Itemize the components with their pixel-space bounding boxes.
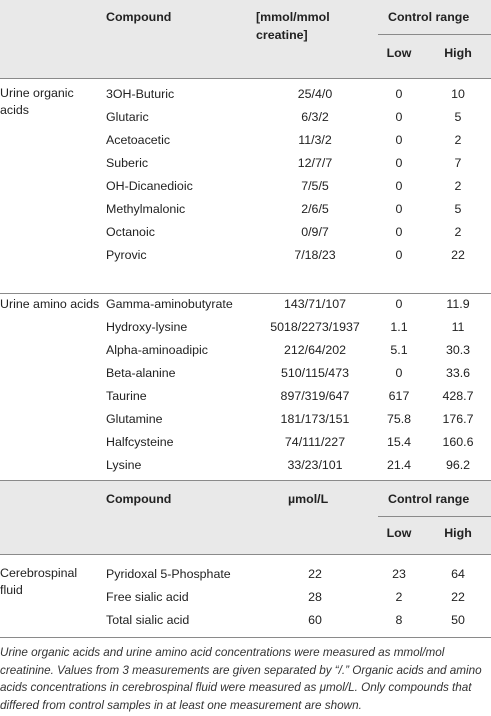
measured-value: 143/71/107: [283, 297, 346, 311]
control-high: 2: [454, 179, 462, 193]
header-unit-line2: creatine]: [256, 28, 308, 42]
measured-value: 2/6/5: [301, 202, 329, 216]
header-control-range: Control range: [388, 10, 470, 24]
table-subheader: [0, 481, 491, 554]
header-unit: µmol/L: [288, 492, 329, 506]
header-high: High: [444, 526, 472, 540]
compound-name: Alpha-aminoadipic: [106, 343, 208, 357]
compound-name: Glutaric: [106, 110, 149, 124]
control-high: 11: [451, 320, 465, 334]
header-low: Low: [386, 46, 412, 60]
compound-name: Gamma-aminobutyrate: [106, 297, 233, 311]
header-compound: Compound: [106, 492, 172, 506]
measured-value: 5018/2273/1937: [270, 320, 360, 334]
control-high: 5: [454, 202, 462, 216]
control-low: 0: [395, 133, 403, 147]
control-low: 2: [395, 590, 403, 604]
control-low: 0: [395, 110, 403, 124]
header-compound: Compound: [106, 10, 172, 24]
control-low: 5.1: [390, 343, 408, 357]
control-low: 0: [395, 202, 403, 216]
compound-name: Glutamine: [106, 412, 163, 426]
group-urine-amino-acids: [0, 294, 491, 476]
measured-value: 12/7/7: [297, 156, 333, 170]
compound-name: Halfcysteine: [106, 435, 174, 449]
control-low: 0: [395, 225, 403, 239]
measured-value: 22: [308, 567, 322, 581]
control-low: 1.1: [390, 320, 408, 334]
control-low: 0: [395, 366, 403, 380]
control-high: 33.6: [445, 366, 471, 380]
measured-value: 74/111/227: [284, 435, 346, 449]
control-low: 0: [395, 248, 403, 262]
group-cerebrospinal-fluid: [0, 555, 491, 635]
compound-name: Methylmalonic: [106, 202, 186, 216]
measured-value: 25/4/0: [297, 87, 333, 101]
compound-name: Taurine: [106, 389, 147, 403]
table-header: [0, 0, 491, 78]
compound-name: Hydroxy-lysine: [106, 320, 188, 334]
compound-name: Free sialic acid: [106, 590, 189, 604]
control-low: 23: [392, 567, 406, 581]
measured-value: 0/9/7: [301, 225, 329, 239]
header-high: High: [444, 46, 472, 60]
control-high: 50: [451, 613, 465, 627]
control-low: 0: [395, 87, 403, 101]
control-high: 7: [454, 156, 462, 170]
control-low: 0: [395, 156, 403, 170]
group-label: Urine amino acids: [0, 297, 100, 311]
control-low: 8: [395, 613, 403, 627]
compound-name: Suberic: [106, 156, 149, 170]
measured-value: 7/5/5: [301, 179, 329, 193]
control-low: 75.8: [386, 412, 412, 426]
control-high: 30.3: [445, 343, 471, 357]
header-low: Low: [386, 526, 412, 540]
control-low: 617: [388, 389, 410, 403]
header-control-range: Control range: [388, 492, 470, 506]
measured-value: 28: [308, 590, 322, 604]
measured-value: 181/173/151: [280, 412, 350, 426]
control-low: 21.4: [386, 458, 412, 472]
control-high: 160.6: [442, 435, 474, 449]
control-low: 0: [395, 179, 403, 193]
control-high: 428.7: [442, 389, 474, 403]
measured-value: 7/18/23: [294, 248, 336, 262]
control-high: 11.9: [446, 297, 470, 311]
measured-value: 212/64/202: [283, 343, 346, 357]
measured-value: 897/319/647: [280, 389, 350, 403]
control-low: 0: [395, 297, 403, 311]
compound-name: Pyrovic: [106, 248, 147, 262]
compound-name: Pyridoxal 5-Phosphate: [106, 567, 231, 581]
compound-name: Octanoic: [106, 225, 155, 239]
measured-value: 6/3/2: [301, 110, 329, 124]
measured-value: 11/3/2: [298, 133, 332, 147]
control-high: 2: [454, 225, 462, 239]
divider: [0, 637, 491, 638]
compound-name: Lysine: [106, 458, 142, 472]
measured-value: 33/23/101: [287, 458, 343, 472]
compound-name: Acetoacetic: [106, 133, 171, 147]
compound-name: Total sialic acid: [106, 613, 190, 627]
header-subrule: [378, 34, 491, 35]
control-high: 22: [451, 248, 465, 262]
group-label: Cerebrospinal fluid: [0, 566, 78, 597]
control-high: 5: [454, 110, 462, 124]
control-high: 176.7: [442, 412, 474, 426]
measured-value: 60: [308, 613, 322, 627]
control-high: 2: [454, 133, 462, 147]
compound-name: OH-Dicanedioic: [106, 179, 193, 193]
compound-name: Beta-alanine: [106, 366, 176, 380]
control-high: 64: [451, 567, 465, 581]
header-subrule: [378, 516, 491, 517]
table-footnote: Urine organic acids and urine amino acid concentrations were measured as mmol/mol creatinine. Values from 3 measurements are given separated by “/.” Organic acids and amino acids concentrations in cerebrospinal fluid were measured as μmol/L. Only compounds that differed from control samples in at least one measurement are shown.: [0, 646, 482, 712]
compound-name: 3OH-Buturic: [106, 87, 175, 101]
group-label: Urine organic acids: [0, 86, 74, 117]
control-low: 15.4: [386, 435, 412, 449]
control-high: 10: [451, 87, 465, 101]
control-high: 96.2: [445, 458, 471, 472]
group-urine-organic-acids: [0, 79, 491, 270]
header-unit-line1: [mmol/mmol: [256, 10, 330, 24]
measured-value: 510/115/473: [281, 366, 349, 380]
control-high: 22: [451, 590, 465, 604]
